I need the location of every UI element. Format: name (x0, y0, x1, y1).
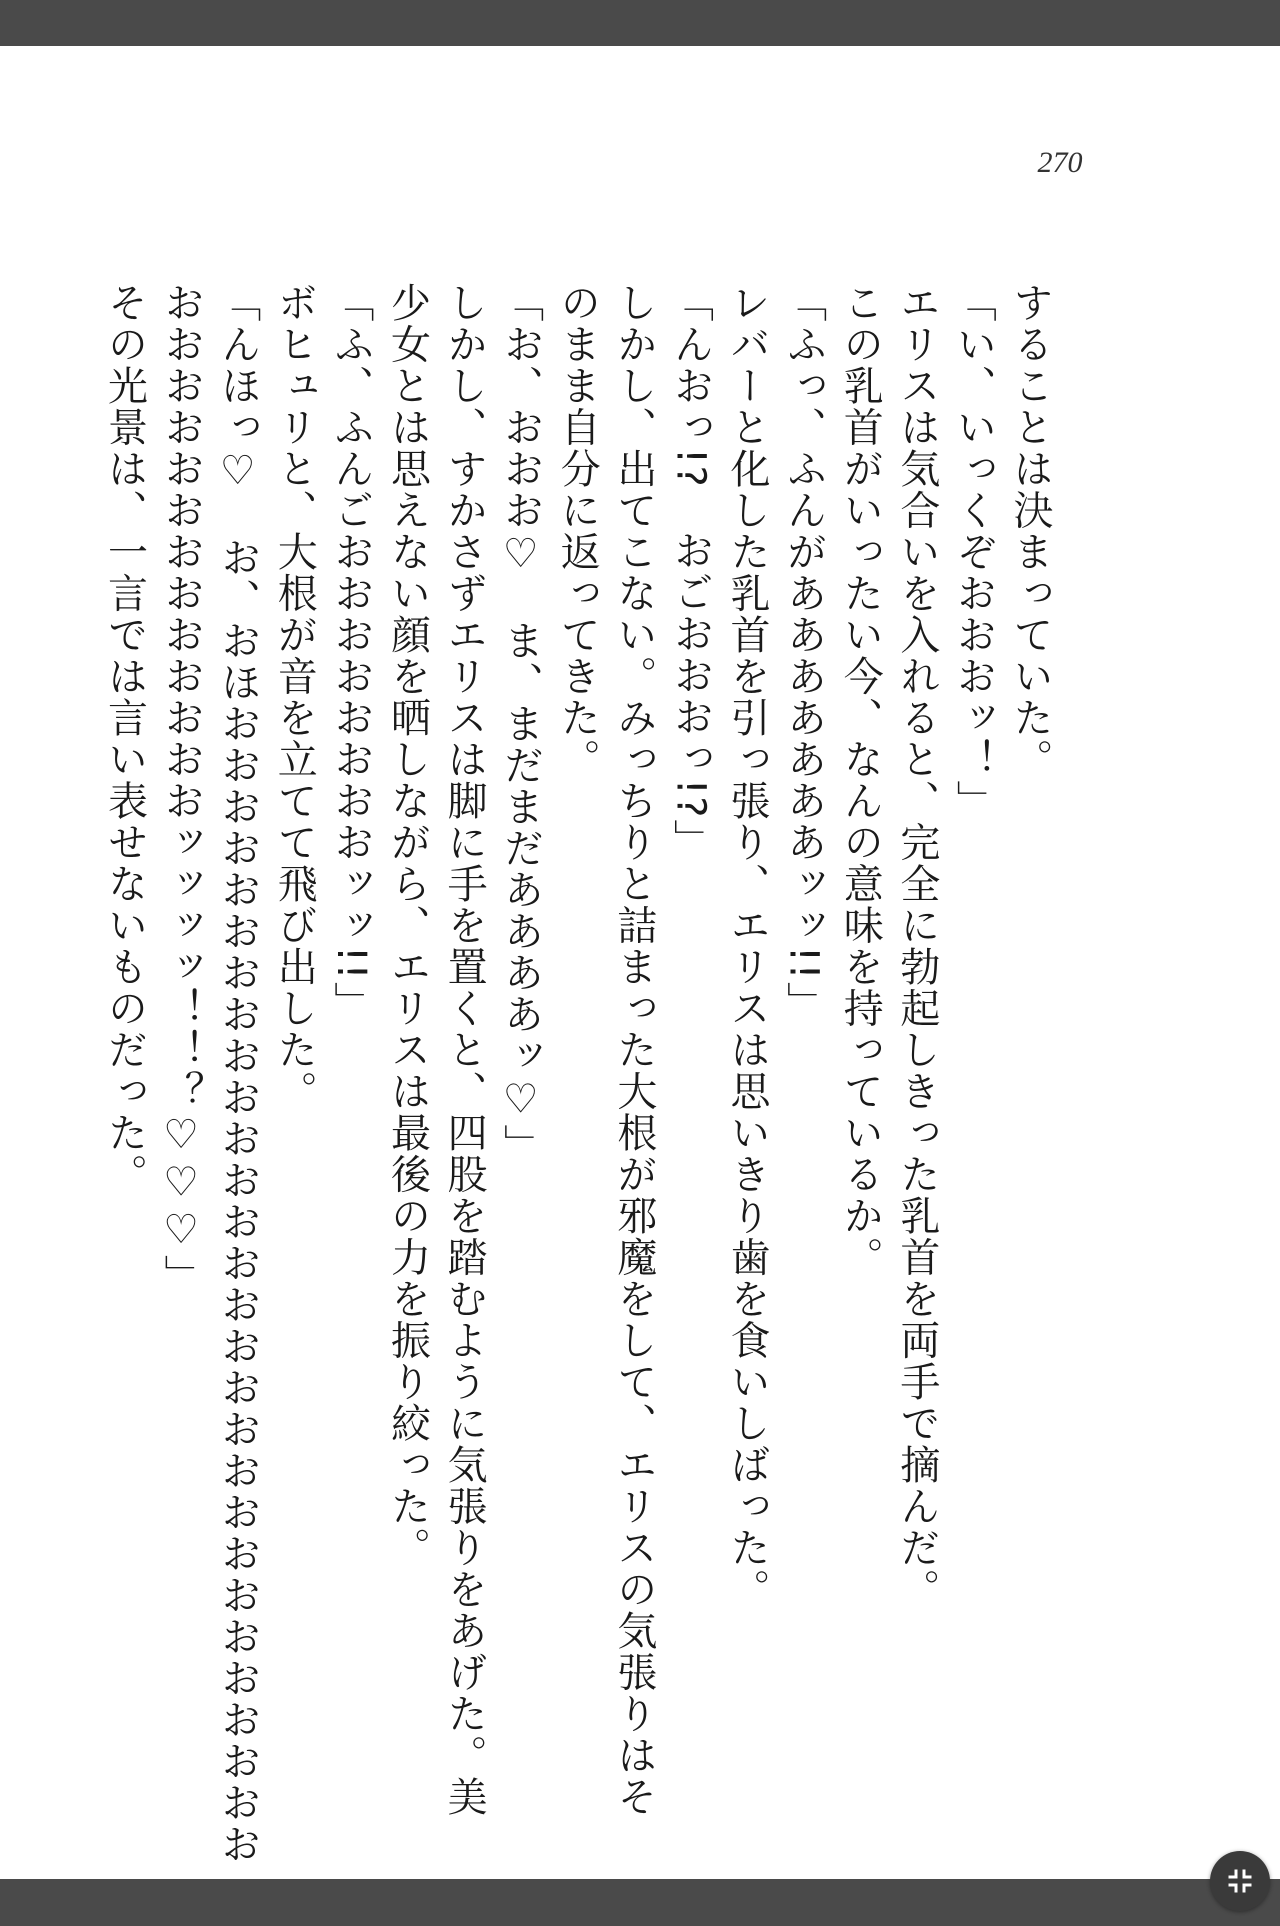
text-line: 「んほっ♡ お、おほおおおおおおおおおおおおおおおおおおおおおおおおおおおお (214, 282, 261, 1865)
bottom-toolbar (0, 1879, 1280, 1926)
text-line: しかし、出てこない。みっちりと詰まった大根が邪魔をして、エリスの気張りはそ (610, 282, 657, 1818)
exit-fullscreen-icon (1227, 1868, 1253, 1894)
exit-fullscreen-button[interactable] (1210, 1851, 1270, 1911)
text-line: エリスは気合いを入れると、完全に勃起しきった乳首を両手で摘んだ。 (893, 282, 940, 1610)
page-number: 270 (1037, 146, 1083, 179)
text-line: その光景は、一言では言い表せないものだった。 (101, 282, 148, 1195)
text-line: 「んおっ!? おごおおおっ!?」 (667, 282, 714, 861)
text-line: 「お、おおお♡ ま、まだまだああああッ♡」 (497, 282, 544, 1166)
vertical-text-block (96, 282, 1058, 1865)
text-line: この乳首がいったい今、なんの意味を持っているか。 (837, 282, 884, 1278)
text-line: 「ふ、ふんごおおおおおおおおッッ!!」 (327, 282, 374, 1023)
text-line: 「ふっ、ふんがあああああああッッ!!」 (780, 282, 827, 1023)
text-line: ボヒュリと、大根が音を立てて飛び出した。 (271, 282, 318, 1112)
text-line: することは決まっていた。 (1007, 282, 1053, 780)
top-toolbar (0, 0, 1280, 46)
text-line: 少女とは思えない顔を晒しながら、エリスは最後の力を振り絞った。 (384, 282, 431, 1569)
text-line: しかし、すかさずエリスは脚に手を置くと、四股を踏むように気張りをあげた。美 (441, 282, 488, 1818)
text-line: 「い、いっくぞおおおッ！」 (950, 282, 997, 822)
text-line: おおおおおおおおおおおおおッッッッ！！？♡♡♡」 (158, 282, 205, 1296)
text-line: のまま自分に返ってきた。 (554, 282, 601, 780)
text-line: レバーと化した乳首を引っ張り、エリスは思いきり歯を食いしばった。 (724, 282, 771, 1610)
